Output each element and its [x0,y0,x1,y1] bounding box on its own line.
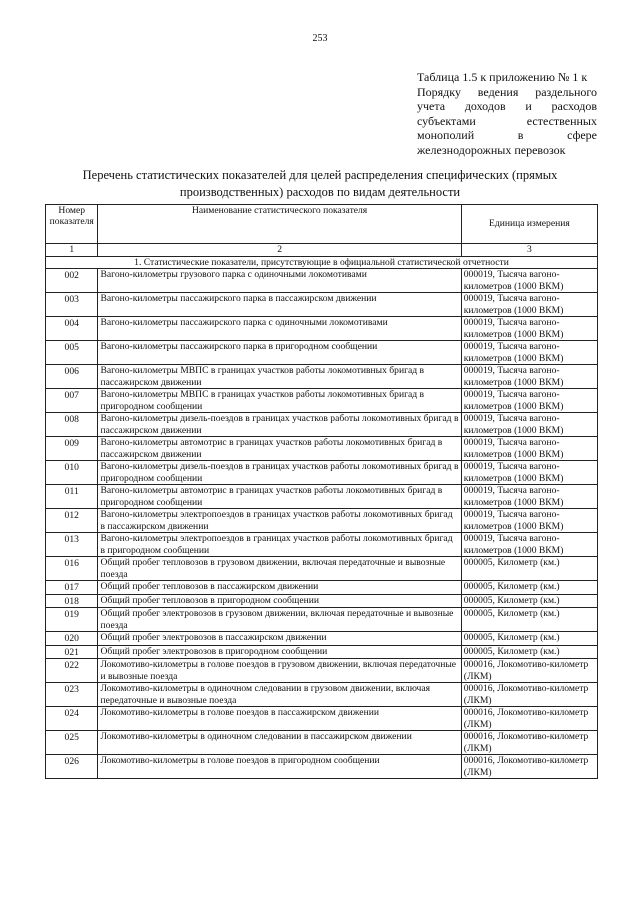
row-unit: 000019, Тысяча вагоно-километров (1000 ВКМ) [461,293,597,317]
row-name: Общий пробег электровозов в пассажирском движении [98,632,461,646]
row-number: 010 [46,461,98,485]
column-number: 2 [98,244,461,257]
column-number-row [46,244,598,257]
row-unit: 000016, Локомотиво-километр (ЛКМ) [461,755,597,779]
row-unit: 000019, Тысяча вагоно-километров (1000 ВКМ) [461,317,597,341]
section-title: 1. Статистические показатели, присутствующие в официальной статистической отчетности [46,256,598,269]
row-number: 009 [46,437,98,461]
table-row [46,683,598,707]
row-unit: 000019, Тысяча вагоно-километров (1000 ВКМ) [461,485,597,509]
row-name: Локомотиво-километры в голове поездов в пригородном сообщении [98,755,461,779]
row-name: Общий пробег тепловозов в пассажирском движении [98,581,461,595]
row-number: 017 [46,581,98,595]
row-unit: 000005, Километр (км.) [461,608,597,632]
table-row [46,317,598,341]
row-number: 005 [46,341,98,365]
row-number: 020 [46,632,98,646]
table-row [46,632,598,646]
header-name: Наименование статистического показателя [98,205,461,244]
row-name: Локомотиво-километры в одиночном следовании в грузовом движении, включая передаточные и вывозные поезда [98,683,461,707]
column-number: 1 [46,244,98,257]
row-unit: 000019, Тысяча вагоно-километров (1000 ВКМ) [461,341,597,365]
row-unit: 000019, Тысяча вагоно-километров (1000 ВКМ) [461,533,597,557]
row-unit: 000019, Тысяча вагоно-километров (1000 ВКМ) [461,365,597,389]
row-number: 016 [46,557,98,581]
table-row [46,293,598,317]
annex-line: монополий в сфере [417,128,597,142]
row-unit: 000016, Локомотиво-километр (ЛКМ) [461,659,597,683]
table-row [46,413,598,437]
row-name: Вагоно-километры пассажирского парка в пассажирском движении [98,293,461,317]
row-number: 004 [46,317,98,341]
annex-line: учета доходов и расходов [417,99,597,113]
row-name: Общий пробег электровозов в грузовом движении, включая передаточные и вывозные поезда [98,608,461,632]
row-number: 023 [46,683,98,707]
row-unit: 000016, Локомотиво-километр (ЛКМ) [461,731,597,755]
row-name: Вагоно-километры пассажирского парка с одиночными локомотивами [98,317,461,341]
row-name: Вагоно-километры пассажирского парка в пригородном сообщении [98,341,461,365]
row-name: Вагоно-километры грузового парка с одиночными локомотивами [98,269,461,293]
row-unit: 000005, Километр (км.) [461,645,597,659]
table-row [46,485,598,509]
row-unit: 000016, Локомотиво-километр (ЛКМ) [461,683,597,707]
row-number: 024 [46,707,98,731]
row-unit: 000016, Локомотиво-километр (ЛКМ) [461,707,597,731]
table-row [46,755,598,779]
row-name: Локомотиво-километры в голове поездов в грузовом движении, включая передаточные и вывозные поезда [98,659,461,683]
row-number: 002 [46,269,98,293]
row-unit: 000005, Километр (км.) [461,581,597,595]
table-row [46,581,598,595]
table-row [46,594,598,608]
row-number: 006 [46,365,98,389]
row-number: 021 [46,645,98,659]
table-row [46,509,598,533]
row-name: Вагоно-километры электропоездов в границах участков работы локомотивных бригад в пассажирском движении [98,509,461,533]
row-name: Общий пробег электровозов в пригородном сообщении [98,645,461,659]
row-number: 022 [46,659,98,683]
row-name: Локомотиво-километры в голове поездов в пассажирском движении [98,707,461,731]
row-number: 018 [46,594,98,608]
table-row [46,365,598,389]
table-row [46,659,598,683]
table-row [46,461,598,485]
table-header-row [46,205,598,244]
table-row [46,269,598,293]
annex-line: Таблица 1.5 к приложению № 1 к [417,70,588,84]
header-unit: Единица измерения [461,205,597,244]
header-number: Номер показателя [46,205,98,244]
row-unit: 000019, Тысяча вагоно-километров (1000 ВКМ) [461,509,597,533]
row-name: Общий пробег тепловозов в грузовом движении, включая передаточные и вывозные поезда [98,557,461,581]
row-name: Вагоно-километры автомотрис в границах участков работы локомотивных бригад в пригородном сообщении [98,485,461,509]
row-unit: 000005, Километр (км.) [461,632,597,646]
statistics-table [45,204,598,779]
table-row [46,557,598,581]
table-row [46,731,598,755]
row-name: Вагоно-километры дизель-поездов в границах участков работы локомотивных бригад в пригородном сообщении [98,461,461,485]
page-number: 253 [312,33,328,44]
table-row [46,533,598,557]
column-number: 3 [461,244,597,257]
row-number: 007 [46,389,98,413]
row-name: Вагоно-километры МВПС в границах участков работы локомотивных бригад в пригородном сообщении [98,389,461,413]
row-unit: 000005, Километр (км.) [461,557,597,581]
row-name: Вагоно-километры дизель-поездов в границах участков работы локомотивных бригад в пассажирском движении [98,413,461,437]
row-unit: 000019, Тысяча вагоно-километров (1000 ВКМ) [461,389,597,413]
table-row [46,608,598,632]
row-unit: 000005, Километр (км.) [461,594,597,608]
row-number: 012 [46,509,98,533]
row-number: 011 [46,485,98,509]
row-number: 013 [46,533,98,557]
document-title-line: Перечень статистических показателей для целей распределения специфических (прямых [82,168,558,182]
table-row [46,437,598,461]
annex-reference [417,70,597,157]
table-row [46,389,598,413]
row-unit: 000019, Тысяча вагоно-километров (1000 ВКМ) [461,413,597,437]
row-unit: 000019, Тысяча вагоно-километров (1000 ВКМ) [461,269,597,293]
row-number: 008 [46,413,98,437]
annex-line: железнодорожных перевозок [417,142,566,157]
row-unit: 000019, Тысяча вагоно-километров (1000 ВКМ) [461,437,597,461]
row-number: 019 [46,608,98,632]
annex-line: Порядку ведения раздельного [417,84,597,99]
row-unit: 000019, Тысяча вагоно-километров (1000 ВКМ) [461,461,597,485]
row-number: 025 [46,731,98,755]
row-name: Общий пробег тепловозов в пригородном сообщении [98,594,461,608]
row-number: 026 [46,755,98,779]
document-title-line: производственных) расходов по видам деятельности [179,185,461,199]
document-title [78,167,562,201]
row-name: Вагоно-километры автомотрис в границах участков работы локомотивных бригад в пассажирском движении [98,437,461,461]
row-name: Вагоно-километры электропоездов в границах участков работы локомотивных бригад в пригородном сообщении [98,533,461,557]
row-number: 003 [46,293,98,317]
annex-line: субъектами естественных [417,113,597,128]
section-row [46,256,598,269]
row-name: Вагоно-километры МВПС в границах участков работы локомотивных бригад в пассажирском движении [98,365,461,389]
table-row [46,645,598,659]
table-row [46,707,598,731]
table-row [46,341,598,365]
row-name: Локомотиво-километры в одиночном следовании в пассажирском движении [98,731,461,755]
